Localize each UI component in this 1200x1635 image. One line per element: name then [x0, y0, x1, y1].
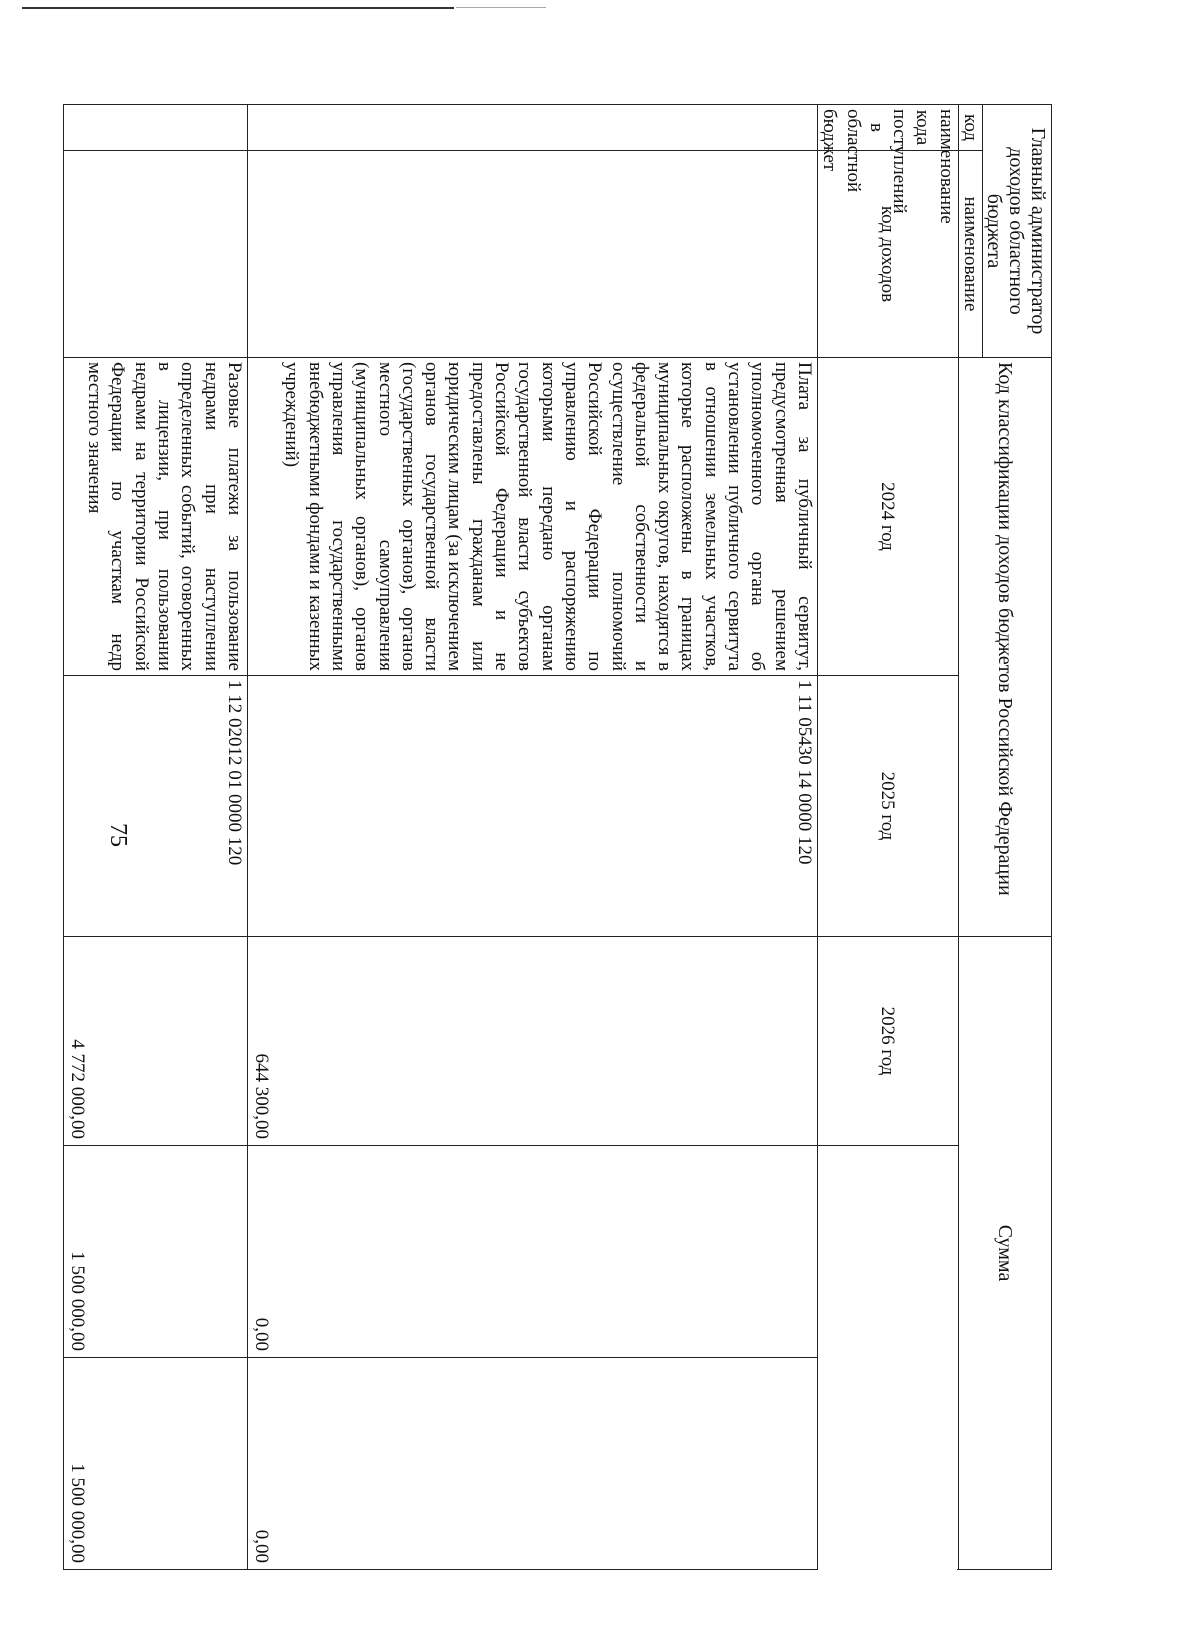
header-admin-name: наименование: [958, 151, 982, 358]
header-year-2026: 2026 год: [817, 937, 958, 1146]
header-kbk-code: код доходов: [817, 151, 958, 358]
row-income-code: 1 12 02012 01 0000 120: [63, 676, 247, 937]
header-kbk-name: наименование кода поступлений в областной бюджет: [817, 105, 958, 151]
header-admin-group: Главный администратор доходов областного бюджета: [983, 105, 1052, 358]
row-admin-name: [247, 151, 817, 358]
row-admin-code: [63, 105, 247, 151]
row-sum-2025: 0,00: [247, 1146, 817, 1358]
header-row-4: [817, 105, 958, 1570]
income-table: [63, 104, 1052, 1570]
header-sum-group: Сумма: [958, 937, 1051, 1570]
row-sum-2025: 1 500 000,00: [63, 1146, 247, 1358]
row-sum-2026: 1 500 000,00: [63, 1358, 247, 1570]
row-income-name: Разовые платежи за пользование недрами при наступлении определенных событий, оговоренных в лицензии, при пользовании недрами на территории Российской Федерации по участкам недр местного значения: [63, 358, 247, 676]
table-row: [247, 105, 817, 1570]
header-year-2024: 2024 год: [817, 358, 958, 676]
header-admin-code: код: [958, 105, 982, 151]
header-row-1: [983, 105, 1052, 1570]
header-kbk-group: Код классификации доходов бюджетов Российской Федерации: [958, 358, 1051, 937]
row-sum-2026: 0,00: [247, 1358, 817, 1570]
row-sum-2024: 644 300,00: [247, 937, 817, 1146]
row-income-code: 1 11 05430 14 0000 120: [247, 676, 817, 937]
table-row: [63, 105, 247, 1570]
row-admin-code: [247, 105, 817, 151]
scan-edge-line: [22, 7, 454, 9]
scan-edge-line-faint: [456, 7, 546, 8]
row-admin-name: [63, 151, 247, 358]
row-sum-2024: 4 772 000,00: [63, 937, 247, 1146]
row-income-name: Плата за публичный сервитут, предусмотренная решением уполномоченного органа об установлении публичного сервитута в отношении земельных участков, которые расположены в границах муниципальных округов, находятся в федеральной собственности и осуществление полномочий Российской Федерации по управлению и распоряжению которыми передано органам государственной власти субъектов Российской Федерации и не предоставлены гражданам или юридическим лицам (за исключением органов государственной власти (государственных органов), органов местного самоуправления (муниципальных органов), органов управления государственными внебюджетными фондами и казенных учреждений): [247, 358, 817, 676]
header-year-2025: 2025 год: [817, 676, 958, 937]
page-number: 75: [105, 823, 131, 847]
